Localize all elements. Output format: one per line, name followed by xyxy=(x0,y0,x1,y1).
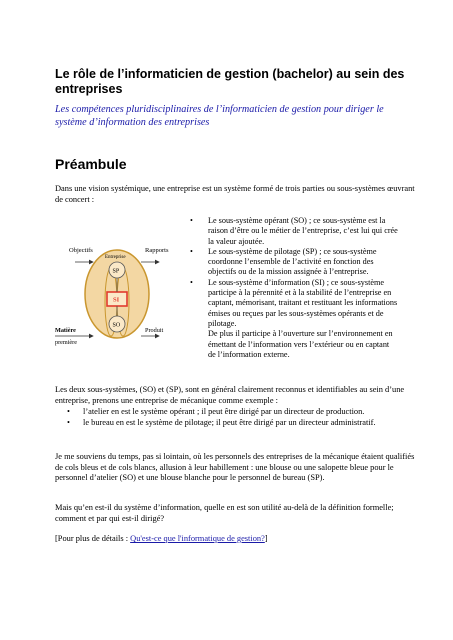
si-continuation: De plus il participe à l’ouverture sur l’environnement en émettant de l’information vers l’extérieur ou en captant de l’information externe. xyxy=(208,329,393,359)
diagram-label-objectifs: Objectifs xyxy=(69,247,93,254)
enterprise-systems-diagram xyxy=(55,232,175,352)
page-title: Le rôle de l’informaticien de gestion (bachelor) au sein des entreprises xyxy=(55,67,405,96)
diagram-label-so: SO xyxy=(112,322,121,329)
section-heading-preambule: Préambule xyxy=(55,156,127,172)
intro-paragraph: Dans une vision systémique, une entreprise est un système formé de trois parties ou sous-systèmes œuvrant de concert : xyxy=(55,184,415,204)
diagram-label-produit: Produit xyxy=(145,327,164,334)
list-item: • Le sous-système opérant (SO) ; ce sous-système est la raison d’être ou le métier de l’entreprise, c’est lui qui crée la valeur ajoutée. xyxy=(178,216,398,247)
page-subtitle: Les compétences pluridisciplinaires de l’informaticien de gestion pour diriger le système d’information des entreprises xyxy=(55,104,384,128)
diagram-label-entreprise: Entreprise xyxy=(105,255,126,260)
list-item: • le bureau en est le système de pilotage; il peut être dirigé par un directeur administratif. xyxy=(55,418,415,429)
list-item: • Le sous-système de pilotage (SP) ; ce sous-système coordonne l’ensemble de l’activité en fonction des objectifs ou de la mission assignée à l’entreprise. xyxy=(178,247,398,278)
two-subsystems-paragraph: Les deux sous-systèmes, (SO) et (SP), sont en général clairement reconnus et identifiables au sein d’une entreprise, prenons une entreprise de mécanique comme exemple : xyxy=(55,385,405,405)
more-details-suffix: ] xyxy=(264,534,268,543)
memory-paragraph: Je me souviens du temps, pas si lointain, où les personnels des entreprises de la mécanique étaient qualifiés de cols bleus et de cols blancs, allusion à leur habillement : une blouse ou une salopette bleue pour le personnel d’atelier (SO) et une blouse blanche pour le personnel de bureau (SP). xyxy=(55,452,415,482)
more-details-link[interactable]: Qu'est-ce que l'informatique de gestion? xyxy=(130,534,265,543)
diagram-label-sp: SP xyxy=(112,268,120,275)
subsystems-list xyxy=(178,216,398,360)
list-item-text: Le sous-système d’information (SI) ; ce sous-système participe à la pérennité et à la stabilité de l’entreprise en captant, mémorisant, traitant et restituant les informations émises ou reçues par les sous-systèmes opérants et de pilotage. xyxy=(208,277,398,328)
more-details-paragraph xyxy=(55,534,415,545)
more-details-prefix: [Pour plus de détails : xyxy=(55,534,131,543)
list-item: • l’atelier en est le système opérant ; il peut être dirigé par un directeur de production. xyxy=(55,407,415,418)
diagram-label-matiere-1: Matière xyxy=(55,327,76,334)
question-paragraph: Mais qu’en est-il du système d’information, quelle en est son utilité au-delà de la définition formelle; comment et par qui est-il dirigé? xyxy=(55,503,394,523)
example-list xyxy=(55,407,415,428)
diagram-label-rapports: Rapports xyxy=(145,247,169,254)
list-item xyxy=(178,278,398,360)
diagram-label-si: SI xyxy=(113,296,120,304)
diagram-label-matiere-2: première xyxy=(55,339,77,346)
